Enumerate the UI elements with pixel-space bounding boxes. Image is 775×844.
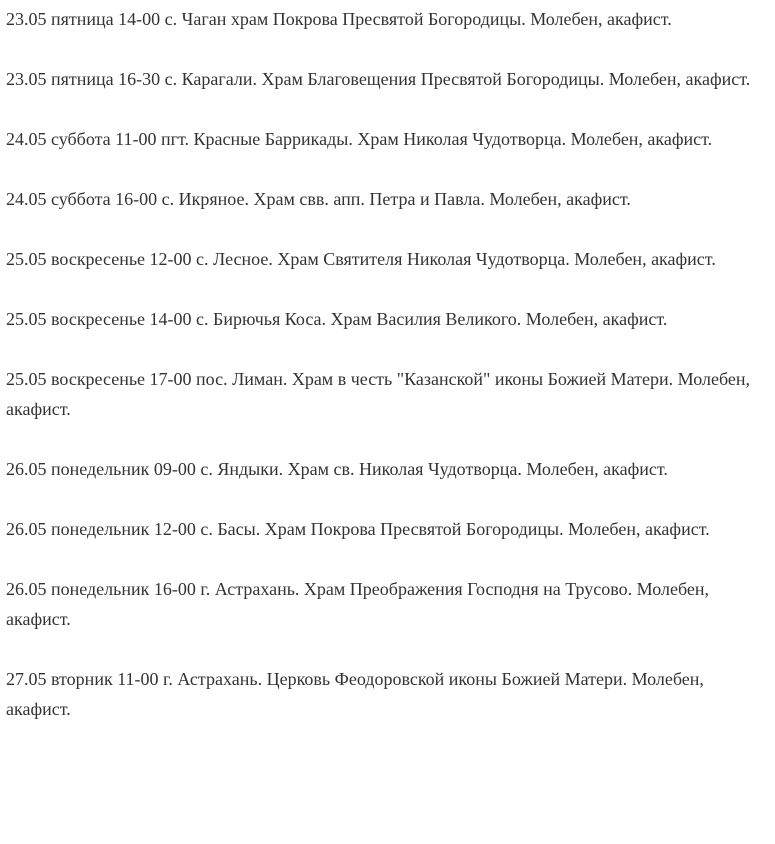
- schedule-entry-7: 25.05 воскресенье 17-00 пос. Лиман. Храм в честь "Казанской" иконы Божией Матери. Молебен, акафист.: [6, 369, 751, 419]
- schedule-entry-10: 26.05 понедельник 16-00 г. Астрахань. Храм Преображения Господня на Трусово. Молебен, акафист.: [6, 579, 710, 629]
- schedule-entry-1: 23.05 пятница 14-00 с. Чаган храм Покрова Пресвятой Богородицы. Молебен, акафист.: [6, 9, 672, 29]
- schedule-entry-3: 24.05 суббота 11-00 пгт. Красные Баррикады. Храм Николая Чудотворца. Молебен, акафист.: [6, 129, 713, 149]
- schedule-entry-8: 26.05 понедельник 09-00 с. Яндыки. Храм св. Николая Чудотворца. Молебен, акафист.: [6, 459, 668, 479]
- schedule-list: [6, 4, 761, 724]
- schedule-entry-5: 25.05 воскресенье 12-00 с. Лесное. Храм Святителя Николая Чудотворца. Молебен, акафист.: [6, 249, 716, 269]
- schedule-entry-11: 27.05 вторник 11-00 г. Астрахань. Церковь Феодоровской иконы Божией Матери. Молебен, акафист.: [6, 669, 704, 719]
- schedule-entry-4: 24.05 суббота 16-00 с. Икряное. Храм свв. апп. Петра и Павла. Молебен, акафист.: [6, 189, 631, 209]
- schedule-entry-6: 25.05 воскресенье 14-00 с. Бирючья Коса. Храм Василия Великого. Молебен, акафист.: [6, 309, 668, 329]
- schedule-entry-9: 26.05 понедельник 12-00 с. Басы. Храм Покрова Пресвятой Богородицы. Молебен, акафист.: [6, 519, 710, 539]
- schedule-entry-2: 23.05 пятница 16-30 с. Карагали. Храм Благовещения Пресвятой Богородицы. Молебен, акафист.: [6, 69, 751, 89]
